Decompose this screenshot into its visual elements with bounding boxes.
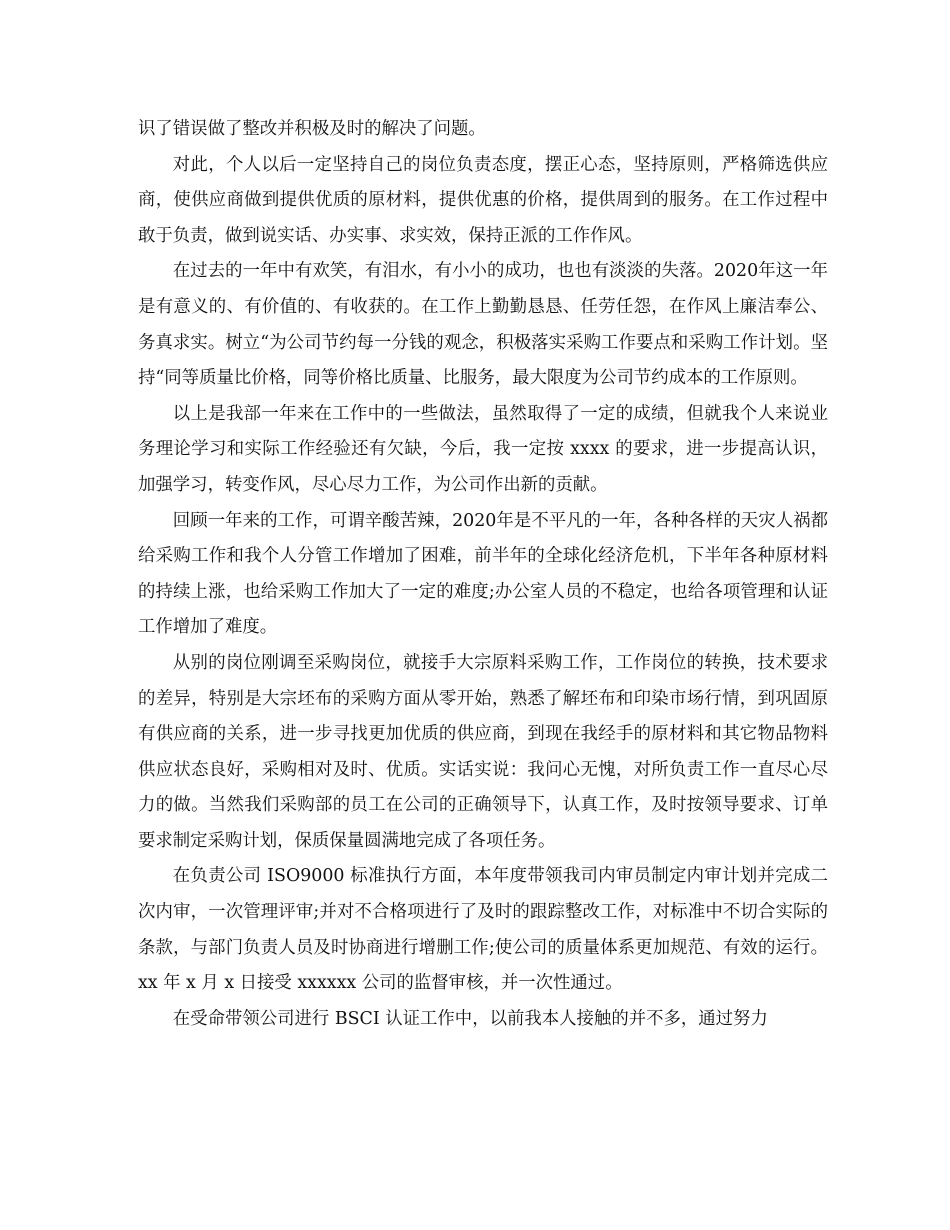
paragraph-bsci: 在受命带领公司进行 BSCI 认证工作中，以前我本人接触的并不多，通过努力 xyxy=(172,1008,768,1029)
document-body xyxy=(138,112,828,1037)
paragraph-difficulties: 回顾一年来的工作，可谓辛酸苦辣，2020年是不平凡的一年，各种各样的天灾人祸都给采购工作和我个人分管工作增加了困难，前半年的全球化经济危机，下半年各种原材料的持续上涨，也给采购工作加大了一定的难度;办公室人员的不稳定，也给各项管理和认证工作增加了难度。 xyxy=(138,510,828,638)
paragraph-procurement: 从别的岗位刚调至采购岗位，就接手大宗原料采购工作，工作岗位的转换，技术要求的差异，特别是大宗坯布的采购方面从零开始，熟悉了解坯布和印染市场行情，到巩固原有供应商的关系，进一步寻找更加优质的供应商，到现在我经手的原材料和其它物品物料供应状态良好，采购相对及时、优质。实话实说：我问心无愧，对所负责工作一直尽心尽力的做。当然我们采购部的员工在公司的正确领导下，认真工作，及时按领导要求、订单要求制定采购计划，保质保量圆满地完成了各项任务。 xyxy=(138,652,828,851)
paragraph-summary: 以上是我部一年来在工作中的一些做法，虽然取得了一定的成绩，但就我个人来说业务理论学习和实际工作经验还有欠缺，今后，我一定按 xxxx 的要求，进一步提高认识，加强学习，转变作风，尽心尽力工作，为公司作出新的贡献。 xyxy=(138,403,828,495)
paragraph-continued: 识了错误做了整改并积极及时的解决了问题。 xyxy=(138,119,486,139)
paragraph-year-review: 在过去的一年中有欢笑，有泪水，有小小的成功，也也有淡淡的失落。2020年这一年是有意义的、有价值的、有收获的。在工作上勤勤恳恳、任劳任怨，在作风上廉洁奉公、务真求实。树立“为公司节约每一分钱的观念，积极落实采购工作要点和采购工作计划。坚持“同等质量比价格，同等价格比质量、比服务，最大限度为公司节约成本的工作原则。 xyxy=(138,261,828,389)
paragraph-iso9000: 在负责公司 ISO9000 标准执行方面，本年度带领我司内审员制定内审计划并完成二次内审，一次管理评审;并对不合格项进行了及时的跟踪整改工作，对标准中不切合实际的条款，与部门负责人员及时协商进行增删工作;使公司的质量体系更加规范、有效的运行。xx 年 x 月 x 日接受 xxxxxx 公司的监督审核，并一次性通过。 xyxy=(138,866,828,994)
paragraph-attitude: 对此，个人以后一定坚持自己的岗位负责态度，摆正心态，坚持原则，严格筛选供应商，使供应商做到提供优质的原材料，提供优惠的价格，提供周到的服务。在工作过程中敢于负责，做到说实话、办实事、求实效，保持正派的工作作风。 xyxy=(138,154,828,246)
